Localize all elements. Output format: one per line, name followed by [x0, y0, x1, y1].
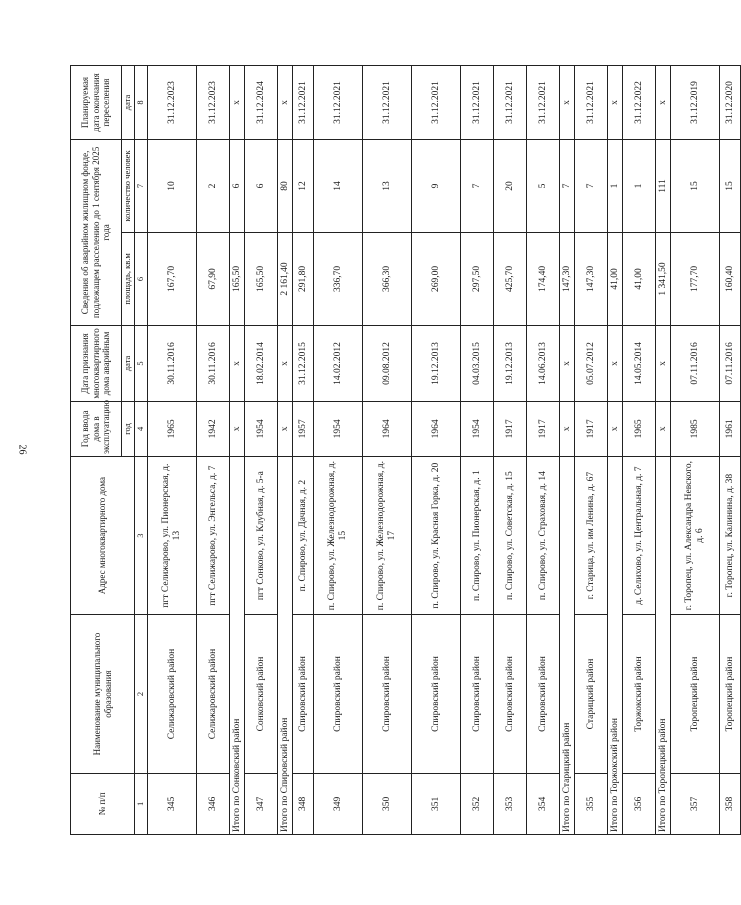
year-cell: 1954 [314, 401, 363, 456]
row-number: 346 [197, 773, 230, 834]
people-cell: 2 [197, 139, 230, 232]
area-cell: 177,70 [671, 232, 720, 325]
municipality-cell: Спировский район [461, 615, 494, 773]
municipality-cell: Сонковский район [245, 615, 278, 773]
table-row [314, 66, 363, 835]
area-cell: 147,30 [560, 232, 575, 325]
year-cell: 1954 [461, 401, 494, 456]
planned-end-cell: х [560, 66, 575, 140]
total-row [560, 66, 575, 835]
people-cell: 6 [245, 139, 278, 232]
row-number: 352 [461, 773, 494, 834]
col-header-num: № п/п [71, 773, 135, 834]
area-cell: 174,40 [527, 232, 560, 325]
planned-end-cell: х [278, 66, 293, 140]
subheader-area: площадь, кв.м [122, 232, 135, 325]
date-cell: 14.02.2012 [314, 325, 363, 401]
municipality-cell: Спировский район [314, 615, 363, 773]
area-cell: 41,00 [608, 232, 623, 325]
year-cell: х [278, 401, 293, 456]
subheader-people: количество человек [122, 139, 135, 232]
table-body [148, 66, 741, 835]
table-row [363, 66, 412, 835]
total-row [278, 66, 293, 835]
address-cell: п. Спирово, ул. Страховая, д. 14 [527, 456, 560, 614]
col-header-municipality: Наименование муниципального образования [71, 615, 135, 773]
subheader-date: дата [122, 325, 135, 401]
date-cell: х [560, 325, 575, 401]
total-row [230, 66, 245, 835]
people-cell: 111 [656, 139, 671, 232]
planned-end-cell: 31.12.2020 [720, 66, 741, 140]
col-number: 8 [135, 66, 148, 140]
area-cell: 147,30 [575, 232, 608, 325]
people-cell: 7 [575, 139, 608, 232]
area-cell: 167,70 [148, 232, 197, 325]
year-cell: 1957 [293, 401, 314, 456]
row-number: 353 [494, 773, 527, 834]
date-cell: 07.11.2016 [671, 325, 720, 401]
row-number: 348 [293, 773, 314, 834]
address-cell: п. Спирово, ул. Советская, д. 15 [494, 456, 527, 614]
people-cell: 1 [608, 139, 623, 232]
row-number: 356 [623, 773, 656, 834]
area-cell: 160,40 [720, 232, 741, 325]
col-number: 4 [135, 401, 148, 456]
year-cell: 1954 [245, 401, 278, 456]
planned-end-cell: 31.12.2021 [314, 66, 363, 140]
address-cell: пгт Сонково, ул. Клубная, д. 5-а [245, 456, 278, 614]
table-row [412, 66, 461, 835]
table-row [293, 66, 314, 835]
subheader-date2: дата [122, 66, 135, 140]
planned-end-cell: 31.12.2021 [412, 66, 461, 140]
date-cell: х [608, 325, 623, 401]
area-cell: 291,80 [293, 232, 314, 325]
planned-end-cell: 31.12.2019 [671, 66, 720, 140]
year-cell: х [608, 401, 623, 456]
date-cell: 05.07.2012 [575, 325, 608, 401]
table-row [148, 66, 197, 835]
date-cell: 30.11.2016 [148, 325, 197, 401]
planned-end-cell: 31.12.2023 [148, 66, 197, 140]
address-cell: п. Спирово, ул. Железнодорожная, д. 17 [363, 456, 412, 614]
table-row [197, 66, 230, 835]
year-cell: х [560, 401, 575, 456]
area-cell: 165,50 [245, 232, 278, 325]
col-number: 7 [135, 139, 148, 232]
municipality-cell: Спировский район [412, 615, 461, 773]
year-cell: 1917 [494, 401, 527, 456]
address-cell: г. Торопец, ул. Александра Невского, д. 6 [671, 456, 720, 614]
municipality-cell: Спировский район [527, 615, 560, 773]
year-cell: 1965 [148, 401, 197, 456]
address-cell: п. Спирово, ул. Пионерская, д. 1 [461, 456, 494, 614]
people-cell: 13 [363, 139, 412, 232]
subheader-year: год [122, 401, 135, 456]
area-cell: 67,90 [197, 232, 230, 325]
planned-end-cell: 31.12.2022 [623, 66, 656, 140]
page-number: 26 [16, 444, 28, 455]
address-cell: пгт Селижарово, ул. Пионерская, д. 13 [148, 456, 197, 614]
planned-end-cell: 31.12.2023 [197, 66, 230, 140]
col-number: 6 [135, 232, 148, 325]
area-cell: 41,00 [623, 232, 656, 325]
year-cell: х [656, 401, 671, 456]
date-cell: х [278, 325, 293, 401]
planned-end-cell: х [656, 66, 671, 140]
col-number: 2 [135, 615, 148, 773]
municipality-cell: Торопецкий район [720, 615, 741, 773]
date-cell: 18.02.2014 [245, 325, 278, 401]
people-cell: 15 [720, 139, 741, 232]
row-number: 345 [148, 773, 197, 834]
people-cell: 15 [671, 139, 720, 232]
total-label: Итого по Сонковский район [230, 456, 245, 834]
table-row [494, 66, 527, 835]
municipality-cell: Селижаровский район [148, 615, 197, 773]
table-row [671, 66, 720, 835]
row-number: 350 [363, 773, 412, 834]
col-header-address: Адрес многоквартирного дома [71, 456, 135, 614]
municipality-cell: Спировский район [293, 615, 314, 773]
total-label: Итого по Торопецкий район [656, 456, 671, 834]
people-cell: 6 [230, 139, 245, 232]
total-label: Итого по Старицкий район [560, 456, 575, 834]
planned-end-cell: 31.12.2021 [494, 66, 527, 140]
table-row [720, 66, 741, 835]
municipality-cell: Старицкий район [575, 615, 608, 773]
rotated-table-wrapper [70, 65, 735, 835]
col-number: 5 [135, 325, 148, 401]
area-cell: 2 161,40 [278, 232, 293, 325]
col-header-info-group: Сведения об аварийном жилищном фонде, подлежащем расселению до 1 сентября 2025 года [71, 139, 122, 325]
col-number: 3 [135, 456, 148, 614]
year-cell: х [230, 401, 245, 456]
area-cell: 297,50 [461, 232, 494, 325]
date-cell: 14.05.2014 [623, 325, 656, 401]
date-cell: 07.11.2016 [720, 325, 741, 401]
address-cell: п. Спирово, ул. Дачная, д. 2 [293, 456, 314, 614]
address-cell: пгт Селижарово, ул. Энгельса, д. 7 [197, 456, 230, 614]
area-cell: 336,70 [314, 232, 363, 325]
address-cell: г. Старица, ул. им Ленина, д. 67 [575, 456, 608, 614]
year-cell: 1961 [720, 401, 741, 456]
table-row [245, 66, 278, 835]
area-cell: 269,00 [412, 232, 461, 325]
year-cell: 1964 [363, 401, 412, 456]
people-cell: 5 [527, 139, 560, 232]
row-number: 355 [575, 773, 608, 834]
planned-end-cell: 31.12.2021 [527, 66, 560, 140]
planned-end-cell: 31.12.2021 [575, 66, 608, 140]
municipality-cell: Спировский район [363, 615, 412, 773]
total-row [656, 66, 671, 835]
year-cell: 1917 [527, 401, 560, 456]
date-cell: 30.11.2016 [197, 325, 230, 401]
col-number: 1 [135, 773, 148, 834]
address-cell: п. Спирово, ул. Железнодорожная, д. 15 [314, 456, 363, 614]
emergency-housing-table [70, 65, 741, 835]
area-cell: 1 341,50 [656, 232, 671, 325]
municipality-cell: Селижаровский район [197, 615, 230, 773]
date-cell: х [656, 325, 671, 401]
row-number: 358 [720, 773, 741, 834]
col-header-planned-end: Планируемая дата окончания переселения [71, 66, 122, 140]
table-row [623, 66, 656, 835]
date-cell: 14.06.2013 [527, 325, 560, 401]
row-number: 351 [412, 773, 461, 834]
people-cell: 10 [148, 139, 197, 232]
people-cell: 7 [461, 139, 494, 232]
date-cell: 31.12.2015 [293, 325, 314, 401]
planned-end-cell: 31.12.2024 [245, 66, 278, 140]
municipality-cell: Спировский район [494, 615, 527, 773]
date-cell: 19.12.2013 [412, 325, 461, 401]
people-cell: 12 [293, 139, 314, 232]
year-cell: 1965 [623, 401, 656, 456]
year-cell: 1964 [412, 401, 461, 456]
table-row [461, 66, 494, 835]
people-cell: 1 [623, 139, 656, 232]
people-cell: 20 [494, 139, 527, 232]
people-cell: 80 [278, 139, 293, 232]
area-cell: 366,30 [363, 232, 412, 325]
col-header-date-recognized: Дата признания многоквартирного дома аварийным [71, 325, 122, 401]
people-cell: 7 [560, 139, 575, 232]
year-cell: 1917 [575, 401, 608, 456]
address-cell: д. Селихово, ул. Центральная, д. 7 [623, 456, 656, 614]
total-label: Итого по Торжокский район [608, 456, 623, 834]
year-cell: 1942 [197, 401, 230, 456]
people-cell: 14 [314, 139, 363, 232]
municipality-cell: Торжокский район [623, 615, 656, 773]
area-cell: 165,50 [230, 232, 245, 325]
planned-end-cell: х [608, 66, 623, 140]
row-number: 357 [671, 773, 720, 834]
address-cell: г. Торопец, ул. Калинина, д. 38 [720, 456, 741, 614]
date-cell: х [230, 325, 245, 401]
area-cell: 425,70 [494, 232, 527, 325]
row-number: 349 [314, 773, 363, 834]
row-number: 347 [245, 773, 278, 834]
table-row [575, 66, 608, 835]
date-cell: 19.12.2013 [494, 325, 527, 401]
planned-end-cell: 31.12.2021 [293, 66, 314, 140]
planned-end-cell: х [230, 66, 245, 140]
col-header-year: Год ввода дома в эксплуатацию [71, 401, 122, 456]
total-label: Итого по Спировский район [278, 456, 293, 834]
date-cell: 09.08.2012 [363, 325, 412, 401]
planned-end-cell: 31.12.2021 [461, 66, 494, 140]
municipality-cell: Торопецкий район [671, 615, 720, 773]
year-cell: 1985 [671, 401, 720, 456]
address-cell: п. Спирово, ул. Красная Горка, д. 20 [412, 456, 461, 614]
planned-end-cell: 31.12.2021 [363, 66, 412, 140]
people-cell: 9 [412, 139, 461, 232]
total-row [608, 66, 623, 835]
date-cell: 04.03.2015 [461, 325, 494, 401]
table-row [527, 66, 560, 835]
row-number: 354 [527, 773, 560, 834]
